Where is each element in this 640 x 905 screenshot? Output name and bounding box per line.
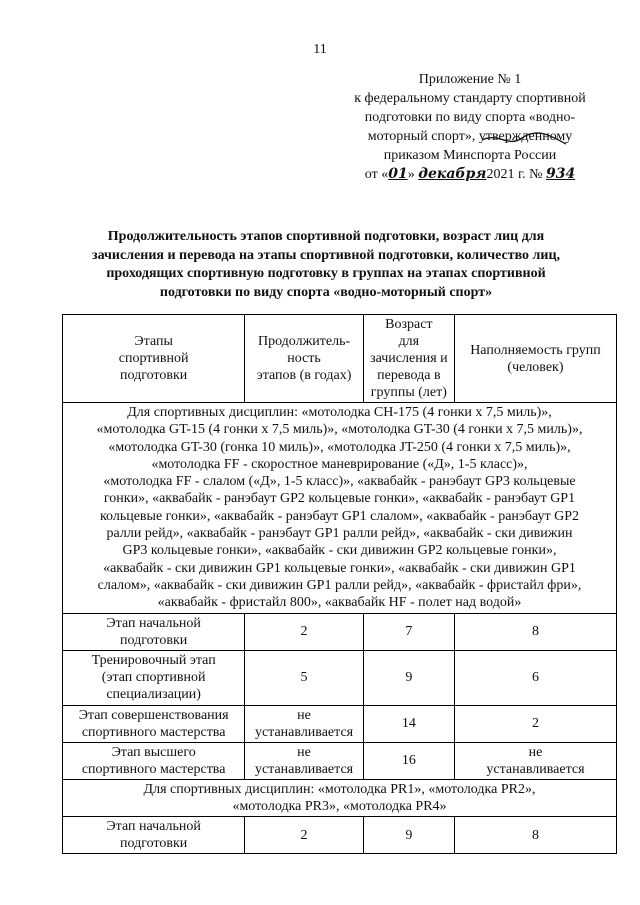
date-mid: » xyxy=(407,167,419,182)
title-line: подготовки по виду спорта «водно-моторный спорт» xyxy=(159,284,493,300)
occupancy-cell: 8 xyxy=(454,613,616,650)
page-number: 11 xyxy=(313,42,327,57)
header-duration: Продолжитель- ность этапов (в годах) xyxy=(245,315,363,403)
stage-cell: Тренировочный этап (этап спортивной специализации) xyxy=(63,650,245,705)
age-cell: 9 xyxy=(363,650,454,705)
age-cell: 16 xyxy=(363,742,454,779)
signature-icon xyxy=(478,130,598,176)
document-title xyxy=(76,228,576,302)
age-cell: 9 xyxy=(363,817,454,854)
date-prefix: от « xyxy=(364,167,389,182)
group-disciplines-row xyxy=(63,779,617,817)
date-day-handwritten: 01 xyxy=(388,166,408,182)
occupancy-cell: 2 xyxy=(454,705,616,742)
order-number-handwritten: 934 xyxy=(545,166,576,182)
appendix-line: Приложение № 1 xyxy=(418,72,522,87)
age-cell: 14 xyxy=(363,705,454,742)
table-row xyxy=(63,613,617,650)
table-row xyxy=(63,705,617,742)
stage-cell: Этап начальной подготовки xyxy=(63,817,245,854)
group1-disciplines: Для спортивных дисциплин: «мотолодка СН-175 (4 гонки х 7,5 миль)», «мотолодка GT-15 (4 гонки х 7,5 миль)», «мотолодка GT-30 (4 гонки х 7,5 миль)», «мотолодка GT-30 (гонка 10 миль)», «мотолодка JT-250 (4 гонки х 7,5 миль)», «мотолодка FF - скоростное маневрирование («Д», 1-5 класс)», «мотолодка FF - слалом («Д», 1-5 класс)», «аквабайк - ранэбаут GP3 кольцевые гонки», «аквабайк - ранэбаут GP2 кольцевые гонки», «аквабайк - ранэбаут GP1 кольцевые гонки», «аквабайк - ранэбаут GP1 слалом», «аквабайк - ранэбаут GP2 ралли рейд», «аквабайк - ранэбаут GP1 ралли рейд», «аквабайк - ски дивижин GP3 кольцевые гонки», «аквабайк - ски дивижин GP2 кольцевые гонки», «аквабайк - ски дивижин GP1 кольцевые гонки», «аквабайк - ски дивижин GP1 слалом», «аквабайк - ски дивижин GP1 ралли рейд», «аквабайк - фристайл фри», «аквабайк - фристайл 800», «аквабайк HF - полет над водой» xyxy=(63,403,617,614)
group2-disciplines: Для спортивных дисциплин: «мотолодка PR1», «мотолодка PR2», «мотолодка PR3», «мотолодка PR4» xyxy=(63,779,617,817)
stage-cell: Этап начальной подготовки xyxy=(63,613,245,650)
duration-cell: 2 xyxy=(245,613,363,650)
table-header-row xyxy=(63,315,617,403)
title-line: Продолжительность этапов спортивной подготовки, возраст лиц для xyxy=(107,229,545,244)
occupancy-cell: не устанавливается xyxy=(454,742,616,779)
header-occupancy: Наполняемость групп (человек) xyxy=(454,315,616,403)
stages-table xyxy=(62,314,617,854)
appendix-line: подготовки по виду спорта «водно- xyxy=(364,110,576,125)
duration-cell: не устанавливается xyxy=(245,705,363,742)
occupancy-cell: 6 xyxy=(454,650,616,705)
title-line: зачисления и перевода на этапы спортивной подготовки, количество лиц, xyxy=(91,247,561,263)
date-month-handwritten: декабря xyxy=(418,166,487,182)
age-cell: 7 xyxy=(363,613,454,650)
table-row xyxy=(63,817,617,854)
date-year: 2021 г. № xyxy=(486,167,546,182)
occupancy-cell: 8 xyxy=(454,817,616,854)
header-stages: Этапы спортивной подготовки xyxy=(63,315,245,403)
appendix-line: приказом Минспорта России xyxy=(383,148,557,163)
table-row xyxy=(63,742,617,779)
title-line: проходящих спортивную подготовку в группах на этапах спортивной xyxy=(106,266,546,281)
duration-cell: 5 xyxy=(245,650,363,705)
stage-cell: Этап совершенствования спортивного мастерства xyxy=(63,705,245,742)
appendix-line: моторный спорт», утвержденному xyxy=(367,129,573,144)
group-disciplines-row xyxy=(63,403,617,614)
table-row xyxy=(63,650,617,705)
appendix-line: к федеральному стандарту спортивной xyxy=(354,91,586,106)
header-age: Возраст для зачисления и перевода в группы (лет) xyxy=(363,315,454,403)
stage-cell: Этап высшего спортивного мастерства xyxy=(63,742,245,779)
duration-cell: 2 xyxy=(245,817,363,854)
duration-cell: не устанавливается xyxy=(245,742,363,779)
